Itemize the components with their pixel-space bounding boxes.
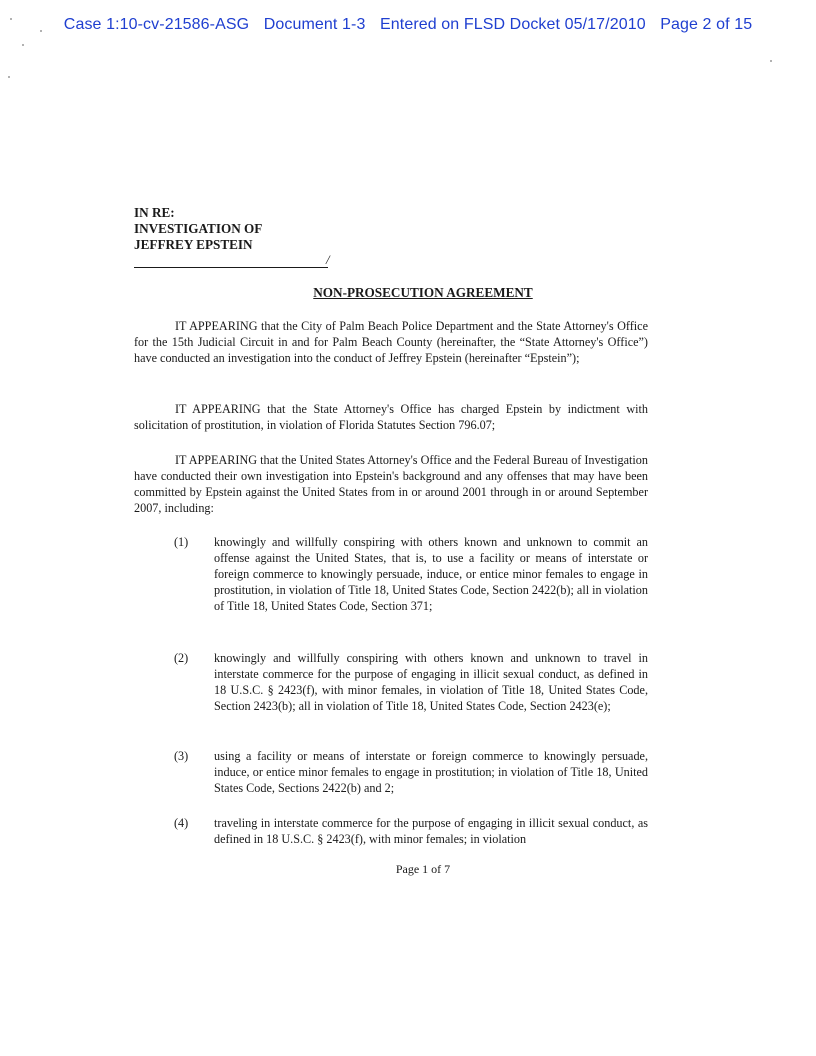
- scan-speck: [10, 18, 12, 20]
- scan-speck: [8, 76, 10, 78]
- stamp-page-number: Page 2 of 15: [660, 16, 753, 33]
- list-item-3: [174, 748, 648, 796]
- list-item-1: [174, 534, 648, 614]
- caption-underline: [134, 267, 328, 268]
- list-item-number: (3): [174, 749, 189, 763]
- paragraph-1: IT APPEARING that the City of Palm Beach Police Department and the State Attorney's Office for the 15th Judicial Circuit in and for Palm Beach County (hereinafter, the “State Attorney's Office”) have conducted an investigation into the conduct of Jeffrey Epstein (hereinafter “Epstein”);: [134, 319, 648, 365]
- paragraph-2: IT APPEARING that the State Attorney's Office has charged Epstein by indictment with solicitation of prostitution, in violation of Florida Statutes Section 796.07;: [134, 402, 648, 432]
- case-caption: [134, 205, 262, 253]
- caption-slash: /: [326, 252, 330, 267]
- list-item-text: traveling in interstate commerce for the purpose of engaging in illicit sexual conduct, as defined in 18 U.S.C. § 2423(f), with minor females; in violation: [214, 816, 648, 846]
- caption-investigation-of: INVESTIGATION OF: [134, 221, 263, 236]
- list-item-number: (4): [174, 816, 189, 830]
- list-item-number: (2): [174, 651, 189, 665]
- scan-speck: [40, 30, 42, 32]
- scan-speck: [770, 60, 772, 62]
- scan-speck: [22, 44, 24, 46]
- list-item-text: knowingly and willfully conspiring with others known and unknown to travel in interstate commerce for the purpose of engaging in illicit sexual conduct, as defined in 18 U.S.C. § 2423(f), with minor females, in violation of Title 18, United States Code, Section 2423(b); all in violation of Title 18, United States Code, Section 2423(e);: [214, 651, 648, 713]
- case-number: Case 1:10-cv-21586-ASG: [63, 16, 250, 33]
- list-item-4: [174, 815, 648, 847]
- caption-in-re: IN RE:: [134, 205, 175, 220]
- document-number: Document 1-3: [263, 16, 366, 33]
- docket-entry-date: Entered on FLSD Docket 05/17/2010: [380, 16, 646, 33]
- page-footer: Page 1 of 7: [395, 862, 451, 876]
- list-item-text: knowingly and willfully conspiring with others known and unknown to commit an offense against the United States, that is, to use a facility or means of interstate or foreign commerce to knowingly persuade, induce, or entice minor females to engage in prostitution, in violation of Title 18, United States Code, Section 2422(b); all in violation of Title 18, United States Code, Section 371;: [214, 535, 648, 613]
- list-item-number: (1): [174, 535, 189, 549]
- paragraph-3: IT APPEARING that the United States Attorney's Office and the Federal Bureau of Investigation have conducted their own investigation into Epstein's background and any offenses that may have been committed by Epstein against the United States from in or around 2001 through in or around September 2007, including:: [134, 453, 648, 515]
- document-title: NON-PROSECUTION AGREEMENT: [313, 285, 533, 300]
- list-item-text: using a facility or means of interstate or foreign commerce to knowingly persuade, induce, or entice minor females to engage in prostitution; in violation of Title 18, United States Code, Sections 2422(b) and 2;: [214, 749, 648, 795]
- court-filing-stamp: [0, 16, 816, 34]
- caption-subject-name: JEFFREY EPSTEIN: [134, 237, 253, 252]
- list-item-2: [174, 650, 648, 714]
